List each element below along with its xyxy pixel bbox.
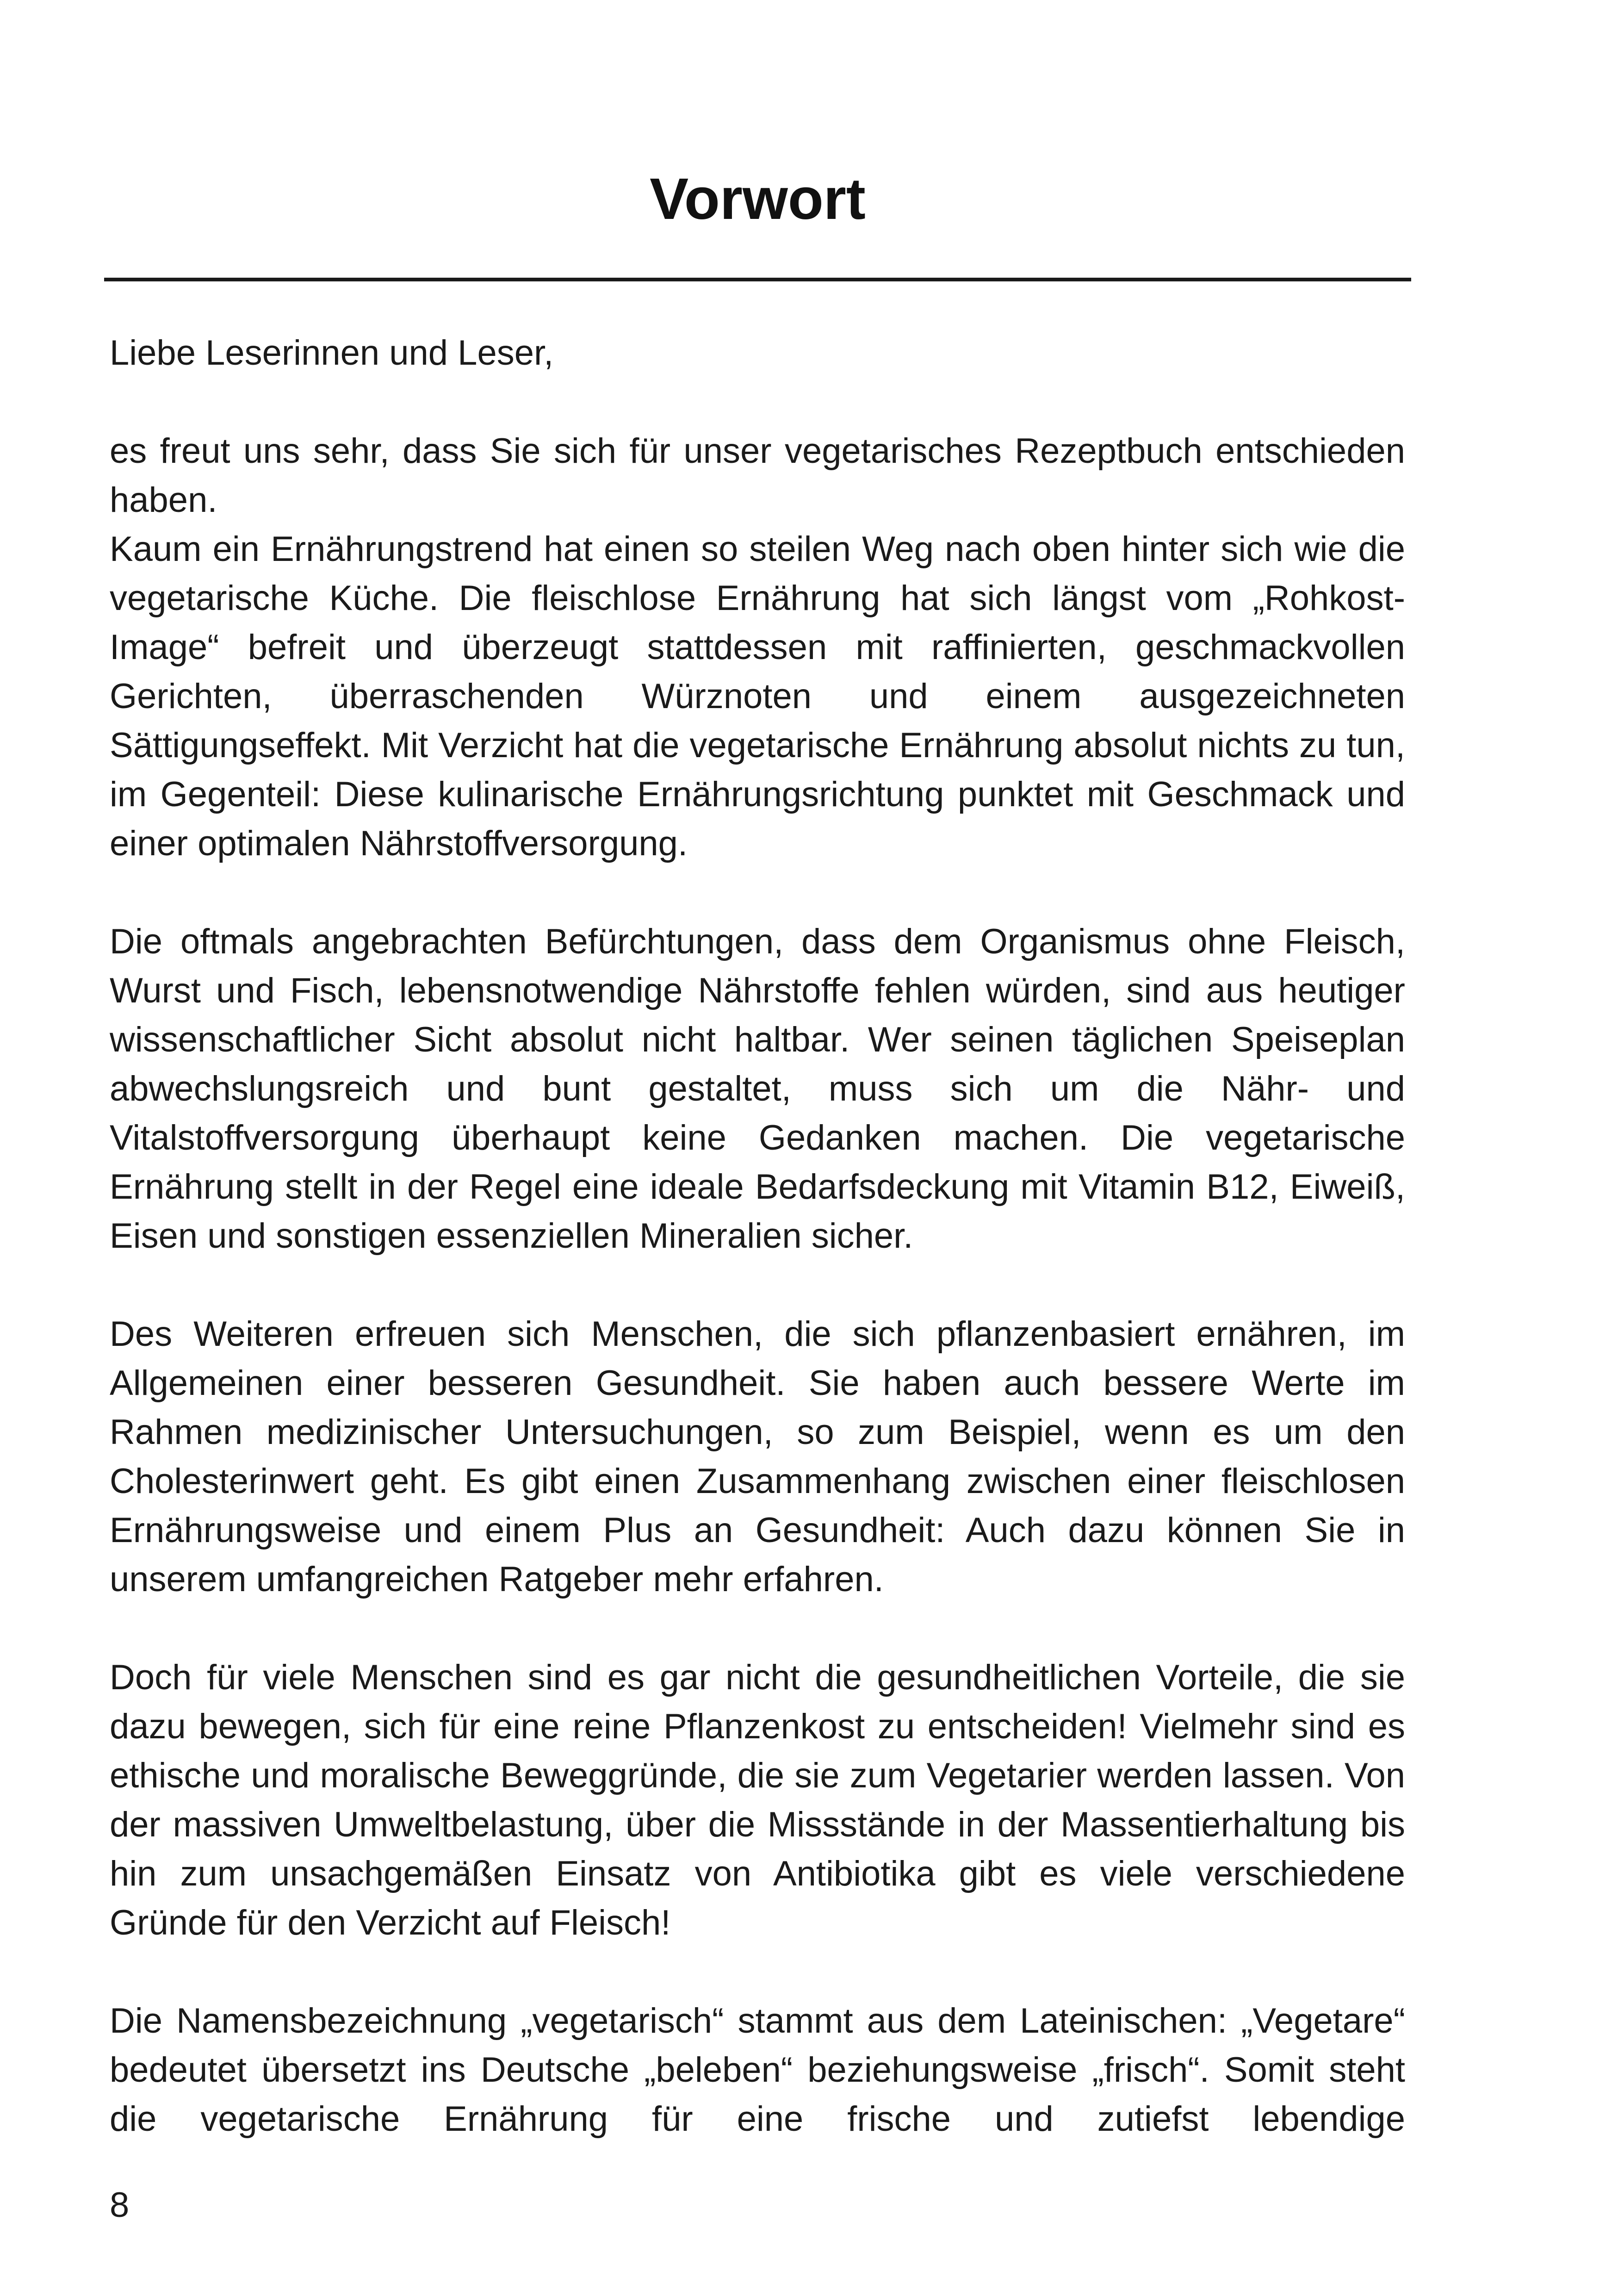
paragraph: Doch für viele Menschen sind es gar nicht die gesundheitlichen Vorteile, die sie dazu bewegen, sich für eine reine Pflanzenkost zu entscheiden! Vielmehr sind es ethische und moralische Beweggründe, die sie zum Vegetarier werden lassen. Von der massiven Umweltbelastung, über die Missstände in der Massentierhaltung bis hin zum unsachgemäßen Einsatz von Antibiotika gibt es viele verschiedene Gründe für den Verzicht auf Fleisch! bbox=[110, 1658, 1405, 1942]
page-number: 8 bbox=[110, 2185, 130, 2225]
paragraph: Des Weiteren erfreuen sich Menschen, die sich pflanzenbasiert ernähren, im Allgemeinen einer besseren Gesundheit. Sie haben auch bessere Werte im Rahmen medizinischer Untersuchungen, so zum Beispiel, wenn es um den Cholesterinwert geht. Es gibt einen Zusammenhang zwischen einer fleischlosen Ernährungsweise und einem Plus an Gesundheit: Auch dazu können Sie in unserem umfangreichen Ratgeber mehr erfahren. bbox=[110, 1314, 1405, 1599]
chapter-title: Vorwort bbox=[650, 166, 866, 231]
paragraph: Die Namensbezeichnung „vegetarisch“ stammt aus dem Lateinischen: „Vegetare“ bedeutet übersetzt ins Deutsche „beleben“ beziehungsweise „frisch“. Somit steht die vegetarische Ernährung für eine frische und zutiefst lebendige bbox=[110, 2001, 1405, 2139]
body-text bbox=[110, 329, 1405, 2144]
title-divider bbox=[104, 278, 1411, 281]
paragraph: Kaum ein Ernährungstrend hat einen so steilen Weg nach oben hinter sich wie die vegetarische Küche. Die fleischlose Ernährung hat sich längst vom „Rohkost-Image“ befreit und überzeugt stattdessen mit raffinierten, geschmackvollen Gerichten, überraschenden Würznoten und einem ausgezeichneten Sättigungseffekt. Mit Verzicht hat die vegetarische Ernährung absolut nichts zu tun, im Gegenteil: Diese kulinarische Ernährungsrichtung punktet mit Geschmack und einer optimalen Nährstoffversorgung. bbox=[110, 529, 1405, 863]
salutation: Liebe Leserinnen und Leser, bbox=[110, 333, 554, 373]
paragraph: Die oftmals angebrachten Befürchtungen, dass dem Organismus ohne Fleisch, Wurst und Fisch, lebensnotwendige Nährstoffe fehlen würden, sind aus heutiger wissenschaftlicher Sicht absolut nicht haltbar. Wer seinen täglichen Speiseplan abwechslungsreich und bunt gestaltet, muss sich um die Nähr- und Vitalstoffversorgung überhaupt keine Gedanken machen. Die vegetarische Ernährung stellt in der Regel eine ideale Bedarfsdeckung mit Vitamin B12, Eiweiß, Eisen und sonstigen essenziellen Mineralien sicher. bbox=[110, 922, 1405, 1256]
paragraph: es freut uns sehr, dass Sie sich für unser vegetarisches Rezeptbuch entschieden haben. bbox=[110, 431, 1405, 520]
